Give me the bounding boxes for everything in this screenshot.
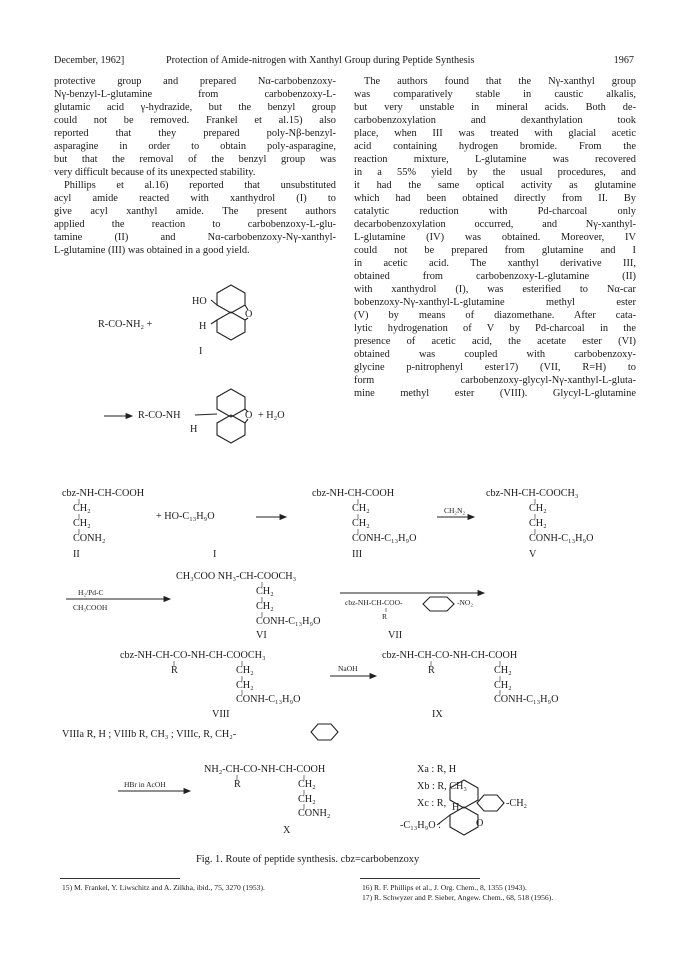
compound-VIII-formula: cbz-NH-CH-CO-NH-CH-COOCH₃: [120, 650, 266, 661]
r-substituent: R: [234, 779, 241, 790]
r-substituent: R: [382, 612, 388, 621]
r-substituent: R: [428, 665, 435, 676]
header-date: December, 1962]: [54, 55, 125, 66]
arrow-icon: [330, 674, 376, 679]
conh-xanthyl-group: CONH-C₁₃H₉O: [352, 533, 417, 544]
acetic-acid-solvent: CH₃COOH: [73, 603, 108, 612]
text-line: applied the reaction to carbobenzoxy-L-glu-: [54, 219, 336, 230]
compound-III-formula: cbz-NH-CH-COOH: [312, 488, 395, 499]
compound-VII-reagent: cbz-NH-CH-COO-: [345, 598, 403, 607]
conh2-group: CONH₂: [298, 808, 331, 819]
arrow-icon: [340, 591, 484, 596]
text-line: acyl amide reacted with xanthydrol (I) to: [54, 193, 336, 204]
compound-Xc: Xc : R,: [417, 798, 447, 809]
compound-IX-formula: cbz-NH-CH-CO-NH-CH-COOH: [382, 650, 518, 661]
benzene-ring-icon: [477, 795, 504, 811]
text-line: tamine (II) and Nα-carbobenzoxy-Nγ-xanthyl-: [54, 232, 336, 243]
compound-Xb: Xb : R, CH₃: [417, 781, 467, 792]
text-line: glutamic acid γ-hydrazide, but the benzyl group: [54, 102, 336, 113]
ch2-group: CH₂: [298, 794, 316, 805]
text-line: obtained from carbobenzoxy-L-glutamine (II): [354, 271, 636, 282]
arrow-icon: [437, 515, 474, 520]
amide-reactant: R-CO-NH₂ +: [98, 319, 153, 330]
text-line: mine methyl ester (VIII). Glycyl-L-glutamine: [354, 388, 636, 399]
hydrogen-label: H: [190, 424, 198, 435]
naoh-reagent: NaOH: [338, 664, 358, 673]
bond-ticks: [79, 499, 535, 809]
ch2-group: CH₂: [73, 518, 91, 529]
water-product: + H₂O: [258, 410, 285, 421]
text-line: in a 55% yield by the usual procedures, and: [354, 167, 636, 178]
arrow-icon: [256, 515, 286, 520]
compound-label-VI: VI: [256, 630, 267, 641]
text-line: lytic hydrogenation of V by Pd-charcoal in the: [354, 323, 636, 334]
reaction-arrows: [66, 414, 484, 794]
text-line: with xanthydrol (I), was esterified to Nα-car: [354, 284, 636, 295]
compound-label-II: II: [73, 549, 80, 560]
text-line: place, when III was treated with glacial acetic: [354, 128, 636, 139]
ch2-group: CH₂: [256, 586, 274, 597]
compound-label-I: I: [213, 549, 217, 560]
xanthene-ring-icon: [437, 780, 478, 835]
text-line: The authors found that the Nγ-xanthyl group: [364, 76, 636, 87]
compound-label-X: X: [283, 825, 291, 836]
text-line: obtained was coupled with carbobenzoxy-: [354, 349, 636, 360]
viii-variants: VIIIa R, H ; VIIIb R, CH₃ ; VIIIc, R, CH₂-: [62, 729, 237, 740]
text-line: Phillips et al.16) reported that unsubstituted: [64, 180, 336, 191]
xanthene-ring-icon: [195, 389, 248, 443]
arrow-icon: [66, 597, 170, 602]
text-line: but that the removal of the benzyl group was: [54, 154, 336, 165]
compound-label-VII: VII: [388, 630, 403, 641]
ch2-group: CH₂: [352, 503, 370, 514]
arrow-icon: [118, 789, 190, 794]
footnote-rule: [60, 878, 180, 879]
hydrogen-label: H: [452, 802, 460, 813]
nitro-group: -NO₂: [457, 598, 473, 607]
text-line: give acyl xanthyl amide. The present authors: [54, 206, 336, 217]
methylene-group: -CH₂: [506, 798, 528, 809]
ring-oxygen-label: O: [245, 309, 253, 320]
ch2-group: CH₂: [256, 601, 274, 612]
amide-product: R-CO-NH: [138, 410, 181, 421]
compound-X-formula: NH₂-CH-CO-NH-CH-COOH: [204, 764, 326, 775]
conh-xanthyl-group: CONH-C₁₃H₉O: [236, 694, 301, 705]
xanthyl-definition: -C₁₃H₉O :: [400, 820, 441, 831]
compound-VI-formula: CH₃COO NH₃-CH-COOCH₃: [176, 571, 297, 582]
arrow-icon: [104, 414, 132, 419]
text-line: presence of acetic acid, the acetate ester (VI): [354, 336, 636, 347]
conh-xanthyl-group: CONH-C₁₃H₉O: [494, 694, 559, 705]
text-line: L-glutamine (III) was obtained in a good yield.: [54, 245, 250, 256]
compound-label-VIII: VIII: [212, 709, 230, 720]
conh-xanthyl-group: CONH-C₁₃H₉O: [529, 533, 594, 544]
text-line: bobenzoxy-Nγ-xanthyl-L-glutamine methyl ester: [354, 297, 636, 308]
ch2-group: CH₂: [529, 503, 547, 514]
hydrogen-label: H: [199, 321, 207, 332]
compound-V-formula: cbz-NH-CH-COOCH₃: [486, 488, 579, 499]
text-line: could not be prepared from glutamine and I: [354, 245, 636, 256]
header-title: Protection of Amide-nitrogen with Xanthyl Group during Peptide Synthesis: [166, 55, 475, 66]
text-line: was comparatively stable in caustic alkalis,: [354, 89, 636, 100]
ch2-group: CH₂: [352, 518, 370, 529]
text-line: protective group and prepared Nα-carbobenzoxy-: [54, 76, 336, 87]
ch2-group: CH₂: [236, 665, 254, 676]
text-line: (V) by means of diazomethane. After cata-: [354, 310, 636, 321]
text-line: it had the same optical activity as glutamine: [354, 180, 636, 191]
r-substituent: R: [171, 665, 178, 676]
text-line: in acetic acid. The xanthyl derivative III,: [354, 258, 636, 269]
xanthydrol-reagent: + HO-C₁₃H₉O: [156, 511, 215, 522]
benzene-ring-icon: [311, 724, 338, 740]
text-line: Nγ-benzyl-L-glutamine from carbobenzoxy-L-: [54, 89, 336, 100]
text-line: very difficult because of its unexpected stability.: [54, 167, 256, 178]
text-line: reaction mixture, L-glutamine was recovered: [354, 154, 636, 165]
text-line: acid containing hydrogen bromide. From the: [354, 141, 636, 152]
text-line: carbobenzoxylation and dexanthylation took: [354, 115, 636, 126]
page-number: 1967: [613, 55, 634, 66]
text-line: could not be removed. Frankel et al.15) also: [54, 115, 336, 126]
compound-label-V: V: [529, 549, 537, 560]
compound-II-formula: cbz-NH-CH-COOH: [62, 488, 145, 499]
ring-oxygen-label: O: [245, 410, 253, 421]
ch2-group: CH₂: [494, 665, 512, 676]
footnote-16: 16) R. F. Phillips et al., J. Org. Chem., 8, 1355 (1943).: [362, 883, 527, 892]
benzene-ring-icon: [423, 597, 454, 611]
text-line: glycine p-nitrophenyl ester17) (VII, R=H) to: [354, 362, 636, 373]
ch2-group: CH₂: [236, 680, 254, 691]
ring-oxygen-label: O: [476, 818, 484, 829]
hydroxyl-label: HO: [192, 296, 207, 307]
compound-label-IX: IX: [432, 709, 443, 720]
diazomethane-reagent: CH₂N₂: [444, 506, 466, 515]
text-line: decarbobenzoxylation occurred, and Nγ-xanthyl-: [354, 219, 636, 230]
text-line: catalytic reduction with Pd-charcoal only: [354, 206, 636, 217]
text-line: form carbobenzoxy-glycyl-Nγ-xanthyl-L-gluta-: [354, 375, 636, 386]
text-line: reported that they prepared poly-Nβ-benzyl-: [54, 128, 336, 139]
conh2-group: CONH₂: [73, 533, 106, 544]
ch2-group: CH₂: [529, 518, 547, 529]
hydrogenation-catalyst: H₂/Pd-C: [78, 588, 104, 597]
compound-Xa: Xa : R, H: [417, 764, 457, 775]
text-line: but very unstable in mineral acids. Both de-: [354, 102, 636, 113]
ch2-group: CH₂: [494, 680, 512, 691]
compound-label-I: I: [199, 346, 203, 357]
text-line: asparagine in order to obtain poly-asparagine,: [54, 141, 336, 152]
text-line: which had been obtained directly from II. By: [354, 193, 636, 204]
footnote-17: 17) R. Schwyzer and P. Sieber, Angew. Chem., 68, 518 (1956).: [362, 893, 554, 902]
conh-xanthyl-group: CONH-C₁₃H₉O: [256, 616, 321, 627]
ch2-group: CH₂: [298, 779, 316, 790]
ch2-group: CH₂: [73, 503, 91, 514]
figure-caption: Fig. 1. Route of peptide synthesis. cbz=carbobenzoxy: [196, 854, 420, 865]
footnote-rule: [360, 878, 480, 879]
text-line: L-glutamine (IV) was obtained. Moreover, IV: [354, 232, 636, 243]
xanthene-ring-icon: [211, 285, 248, 340]
compound-label-III: III: [352, 549, 363, 560]
hbr-reagent: HBr in AcOH: [124, 780, 166, 789]
footnote-15: 15) M. Frankel, Y. Liwschitz and A. Zilkha, ibid., 75, 3270 (1953).: [62, 883, 265, 892]
